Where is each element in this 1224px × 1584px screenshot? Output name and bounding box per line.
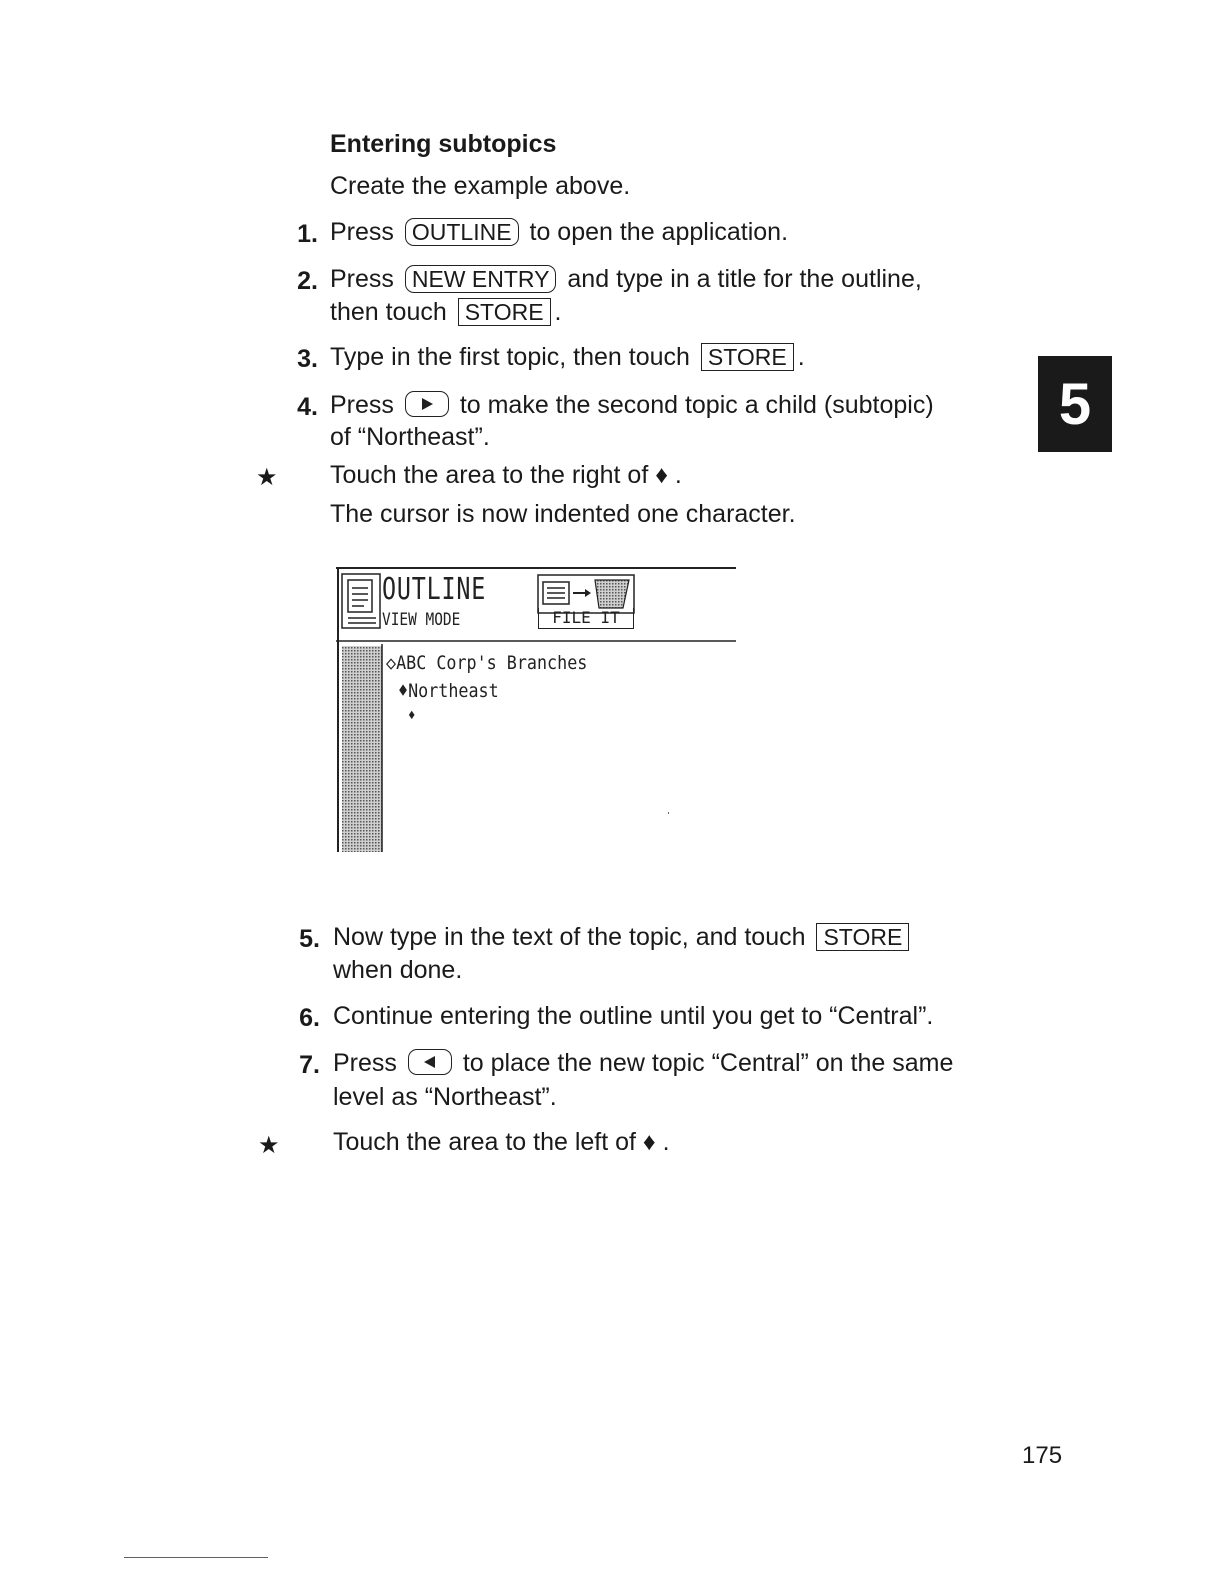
chapter-tab: 5 — [1038, 356, 1112, 452]
tip-1: Touch the area to the right of ♦ . — [330, 461, 682, 489]
step-5-line2: when done. — [333, 956, 463, 984]
step-2-line2 — [330, 296, 562, 328]
tip-2: Touch the area to the left of ♦ . — [333, 1128, 670, 1156]
file-it-button[interactable]: FILE IT — [538, 608, 634, 629]
store-key: STORE — [701, 343, 794, 371]
right-arrow-key — [405, 391, 449, 417]
outline-key: OUTLINE — [405, 218, 519, 246]
step-7-number: 7. — [299, 1051, 320, 1079]
section-heading: Entering subtopics — [330, 130, 557, 158]
step-5 — [333, 921, 913, 953]
step-1-pre: Press — [330, 218, 394, 246]
step-4-line2: of “Northeast”. — [330, 423, 490, 451]
left-arrow-key — [408, 1049, 452, 1075]
footer-rule — [124, 1557, 268, 1558]
outline-document-icon — [342, 574, 380, 628]
step-7-post: to place the new topic “Central” on the same — [462, 1049, 954, 1077]
screen-title: OUTLINE — [382, 572, 487, 607]
step-3-pre: Type in the first topic, then touch — [330, 343, 690, 371]
step-1-post: to open the application. — [529, 218, 789, 246]
step-2-pre: Press — [330, 265, 394, 293]
step-7-pre: Press — [333, 1049, 397, 1077]
star-icon: ★ — [256, 464, 278, 491]
step-3-end: . — [797, 343, 805, 371]
intro-text: Create the example above. — [330, 172, 631, 200]
step-2-post: and type in a title for the outline, — [567, 265, 922, 293]
step-2-end: . — [554, 298, 562, 326]
step-2-line2-text: then touch — [330, 298, 447, 326]
step-4 — [330, 389, 934, 421]
device-screen — [336, 566, 736, 852]
step-2 — [330, 263, 922, 295]
step-5-number: 5. — [299, 925, 320, 953]
step-7 — [333, 1047, 953, 1079]
store-key: STORE — [816, 923, 909, 951]
page-number: 175 — [1022, 1442, 1063, 1469]
step-3 — [330, 341, 805, 373]
left-arrow-icon — [409, 1050, 451, 1074]
star-icon: ★ — [258, 1132, 280, 1159]
outline-topic-northeast: ♦Northeast — [398, 680, 499, 702]
step-4-number: 4. — [297, 393, 318, 421]
step-1-number: 1. — [297, 220, 318, 248]
screen-mode: VIEW MODE — [382, 610, 461, 630]
step-3-number: 3. — [297, 345, 318, 373]
store-key: STORE — [458, 298, 551, 326]
outline-title-line: ◇ABC Corp's Branches — [386, 652, 588, 674]
new-entry-key: NEW ENTRY — [405, 265, 557, 293]
step-4-post: to make the second topic a child (subtopic) — [459, 391, 934, 419]
outline-cursor-diamond: ♦ — [408, 708, 416, 724]
step-7-line2: level as “Northeast”. — [333, 1083, 557, 1111]
step-6-number: 6. — [299, 1004, 320, 1032]
step-4-pre: Press — [330, 391, 394, 419]
step-5-pre: Now type in the text of the topic, and touch — [333, 923, 806, 951]
tip-1-note: The cursor is now indented one character. — [330, 500, 796, 528]
step-1 — [330, 216, 788, 248]
step-6: Continue entering the outline until you get to “Central”. — [333, 1002, 934, 1030]
step-2-number: 2. — [297, 267, 318, 295]
right-arrow-icon — [406, 392, 448, 416]
screen-frame — [336, 566, 736, 852]
